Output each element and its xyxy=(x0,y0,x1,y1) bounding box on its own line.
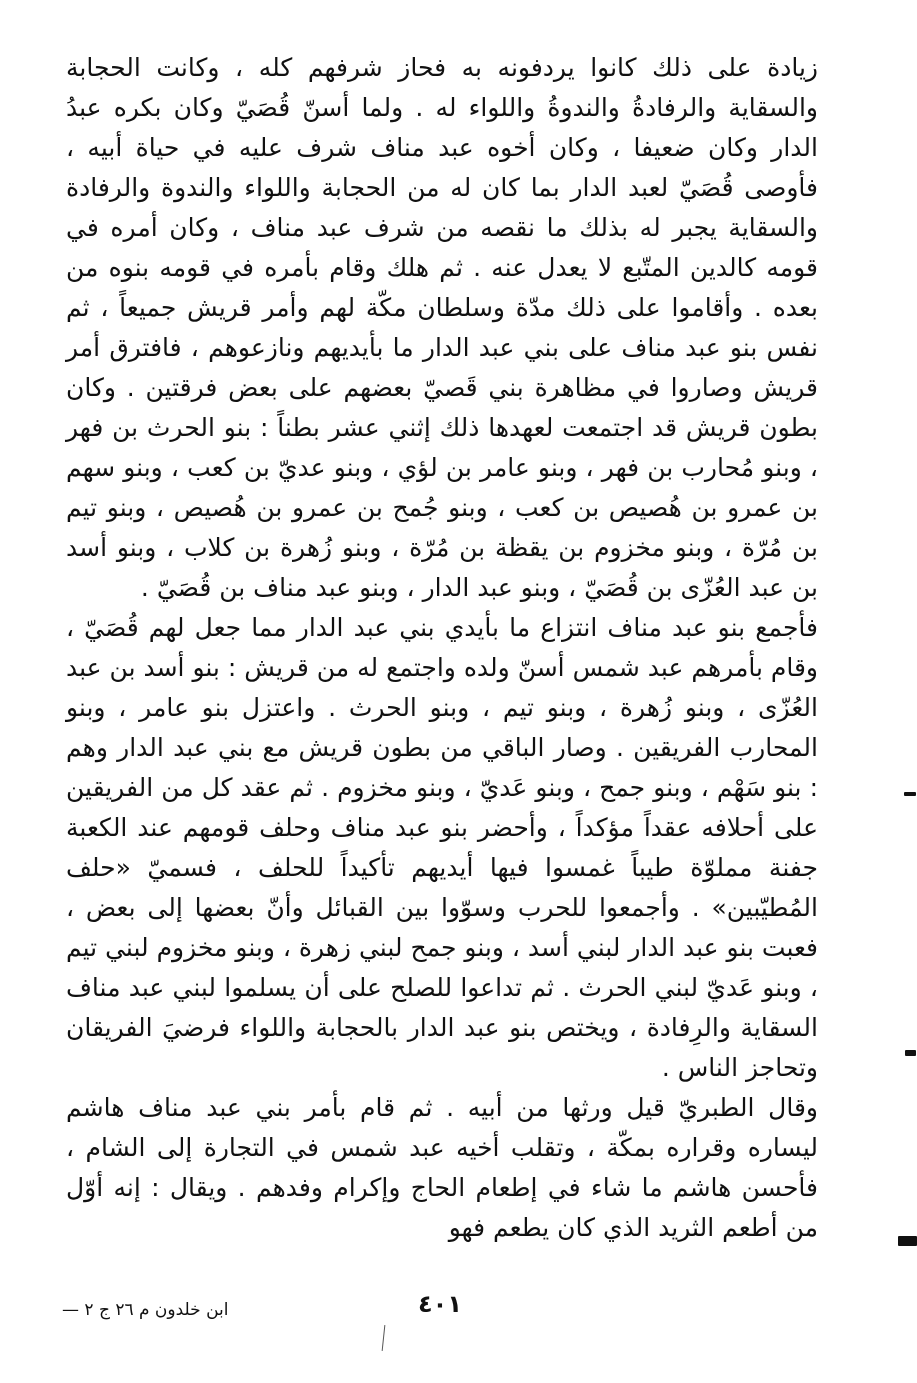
body-text xyxy=(66,48,818,1248)
margin-scan-mark xyxy=(905,1050,916,1056)
paragraph-3: وقال الطبريّ قيل ورثها من أبيه . ثم قام بأمر بني عبد مناف هاشم ليساره وقراره بمكّة ، وتقلب أخيه عبد شمس في التجارة إلى الشام ، فأحسن هاشم ما شاء في إطعام الحاج وإكرام وفدهم . ويقال : إنه أوّل من أطعم الثريد الذي كان يطعم فهو xyxy=(66,1093,818,1242)
paragraph-2: فأجمع بنو عبد مناف انتزاع ما بأيدي بني عبد الدار مما جعل لهم قُصَيّ ، وقام بأمرهم عبد شمس أسنّ ولده واجتمع له من قريش : بنو أسد بن عبد العُزّى ، وبنو زُهرة ، وبنو تيم ، وبنو الحرث . واعتزل بنو عامر ، وبنو المحارب الفريقين . وصار الباقي من بطون قريش مع بني عبد الدار وهم : بنو سَهْم ، وبنو جمح ، وبنو عَديّ ، وبنو مخزوم . ثم عقد كل من الفريقين على أحلافه عقداً مؤكداً ، وأحضر بنو عبد مناف وحلف قومهم عند الكعبة جفنة مملوّة طيباً غمسوا فيها أيديهم تأكيداً للحلف ، فسميّ «حلف المُطيّبين» . وأجمعوا للحرب وسوّوا بين القبائل وأنّ بعضها إلى بعض ، فعبت بنو عبد الدار لبني أسد ، وبنو جمح لبني زهرة ، وبنو مخزوم لبني تيم ، وبنو عَديّ لبني الحرث . ثم تداعوا للصلح على أن يسلموا لبني عبد مناف السقاية والرِفادة ، ويختص بنو عبد الدار بالحجابة واللواء فرضيَ الفريقان وتحاجز الناس . xyxy=(66,613,818,1082)
page-number: ٤٠١ xyxy=(418,1290,462,1318)
margin-scan-mark xyxy=(898,1236,917,1246)
margin-scan-mark xyxy=(904,792,916,796)
paragraph-1: زيادة على ذلك كانوا يردفونه به فحاز شرفهم كله ، وكانت الحجابة والسقاية والرفادةُ والندوةُ واللواء له . ولما أسنّ قُصَيّ وكان بكره عبدُ الدار وكان ضعيفا ، وكان أخوه عبد مناف شرف عليه في حياة أبيه ، فأوصى قُصَيّ لعبد الدار بما كان له من الحجابة واللواء والندوة والرفادة والسقاية يجبر له بذلك ما نقصه من شرف عبد مناف ، وكان أمره في قومه كالدين المتّبع لا يعدل عنه . ثم هلك وقام بأمره في قومه بنوه من بعده . وأقاموا على ذلك مدّة وسلطان مكّة لهم وأمر قريش جميعاً ، ثم نفس بنو عبد مناف على بني عبد الدار ما بأيديهم ونازعوهم ، فافترق أمر قريش وصاروا في مظاهرة بني قَصيّ بعضهم على بعض فرقتين . وكان بطون قريش قد اجتمعت لعهدها ذلك إثني عشر بطناً : بنو الحرث بن فهر ، وبنو مُحارب بن فهر ، وبنو عامر بن لؤي ، وبنو عديّ بن كعب ، وبنو سهم بن عمرو بن هُصيص بن كعب ، وبنو جُمح بن عمرو بن هُصيص ، وبنو تيم بن مُرّة ، وبنو مخزوم بن يقظة بن مُرّة ، وبنو زُهرة بن كلاب ، وبنو أسد بن عبد العُزّى بن قُصَيّ ، وبنو عبد الدار ، وبنو عبد مناف بن قُصَيّ . xyxy=(66,53,818,602)
scan-artifact-line xyxy=(382,1325,386,1351)
footer-source-note: ابن خلدون م ٢٦ ج ٢ — xyxy=(62,1300,229,1320)
